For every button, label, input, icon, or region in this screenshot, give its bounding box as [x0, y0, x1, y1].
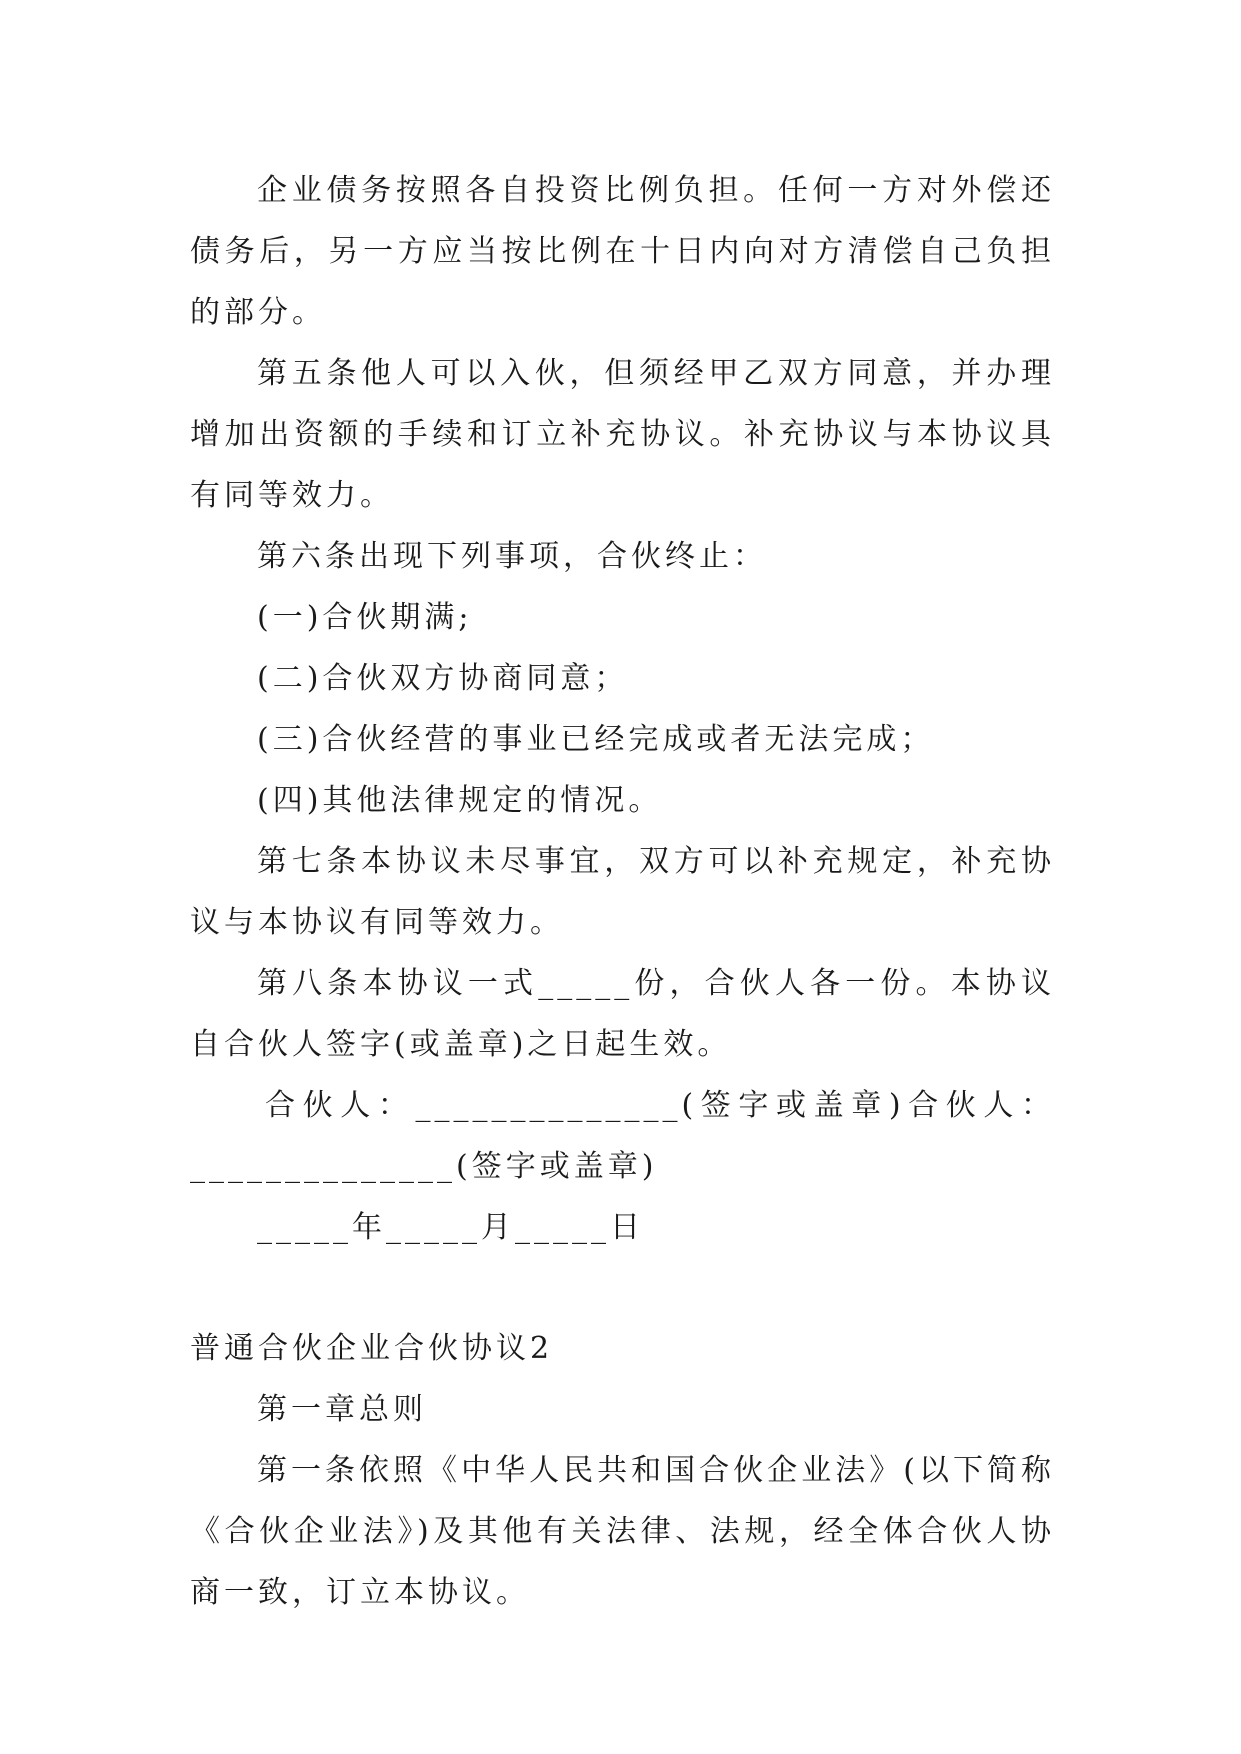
paragraph: 第六条出现下列事项，合伙终止： [257, 539, 767, 574]
paragraph: 企业债务按照各自投资比例负担。任何一方对外偿还债务后，另一方应当按比例在十日内向对方清偿自己负担的部分。 [190, 173, 1055, 330]
body-part1 [190, 160, 1055, 1075]
section-title: 普通合伙企业合伙协议2 [190, 1331, 554, 1366]
paragraph: 第八条本协议一式_____份，合伙人各一份。本协议自合伙人签字(或盖章)之日起生效。 [190, 966, 1055, 1062]
signature-line: 合伙人：______________(签字或盖章)合伙人：______________(签字或盖章) [190, 1088, 1055, 1184]
paragraph: 第五条他人可以入伙，但须经甲乙双方同意，并办理增加出资额的手续和订立补充协议。补充协议与本协议具有同等效力。 [190, 356, 1055, 513]
document-page [190, 160, 1055, 1623]
section-gap [190, 1258, 1055, 1318]
chapter-heading: 第一章总则 [257, 1392, 427, 1427]
list-item: (二)合伙双方协商同意； [257, 661, 629, 696]
body-part2 [190, 1379, 1055, 1623]
paragraph: 第一条依照《中华人民共和国合伙企业法》(以下简称《合伙企业法》)及其他有关法律、法规，经全体合伙人协商一致，订立本协议。 [190, 1453, 1055, 1610]
date-line: _____年_____月_____日 [257, 1210, 644, 1245]
paragraph: 第七条本协议未尽事宜，双方可以补充规定，补充协议与本协议有同等效力。 [190, 844, 1055, 940]
list-item: (四)其他法律规定的情况。 [257, 783, 663, 818]
list-item: (三)合伙经营的事业已经完成或者无法完成； [257, 722, 935, 757]
list-item: (一)合伙期满; [257, 600, 473, 635]
